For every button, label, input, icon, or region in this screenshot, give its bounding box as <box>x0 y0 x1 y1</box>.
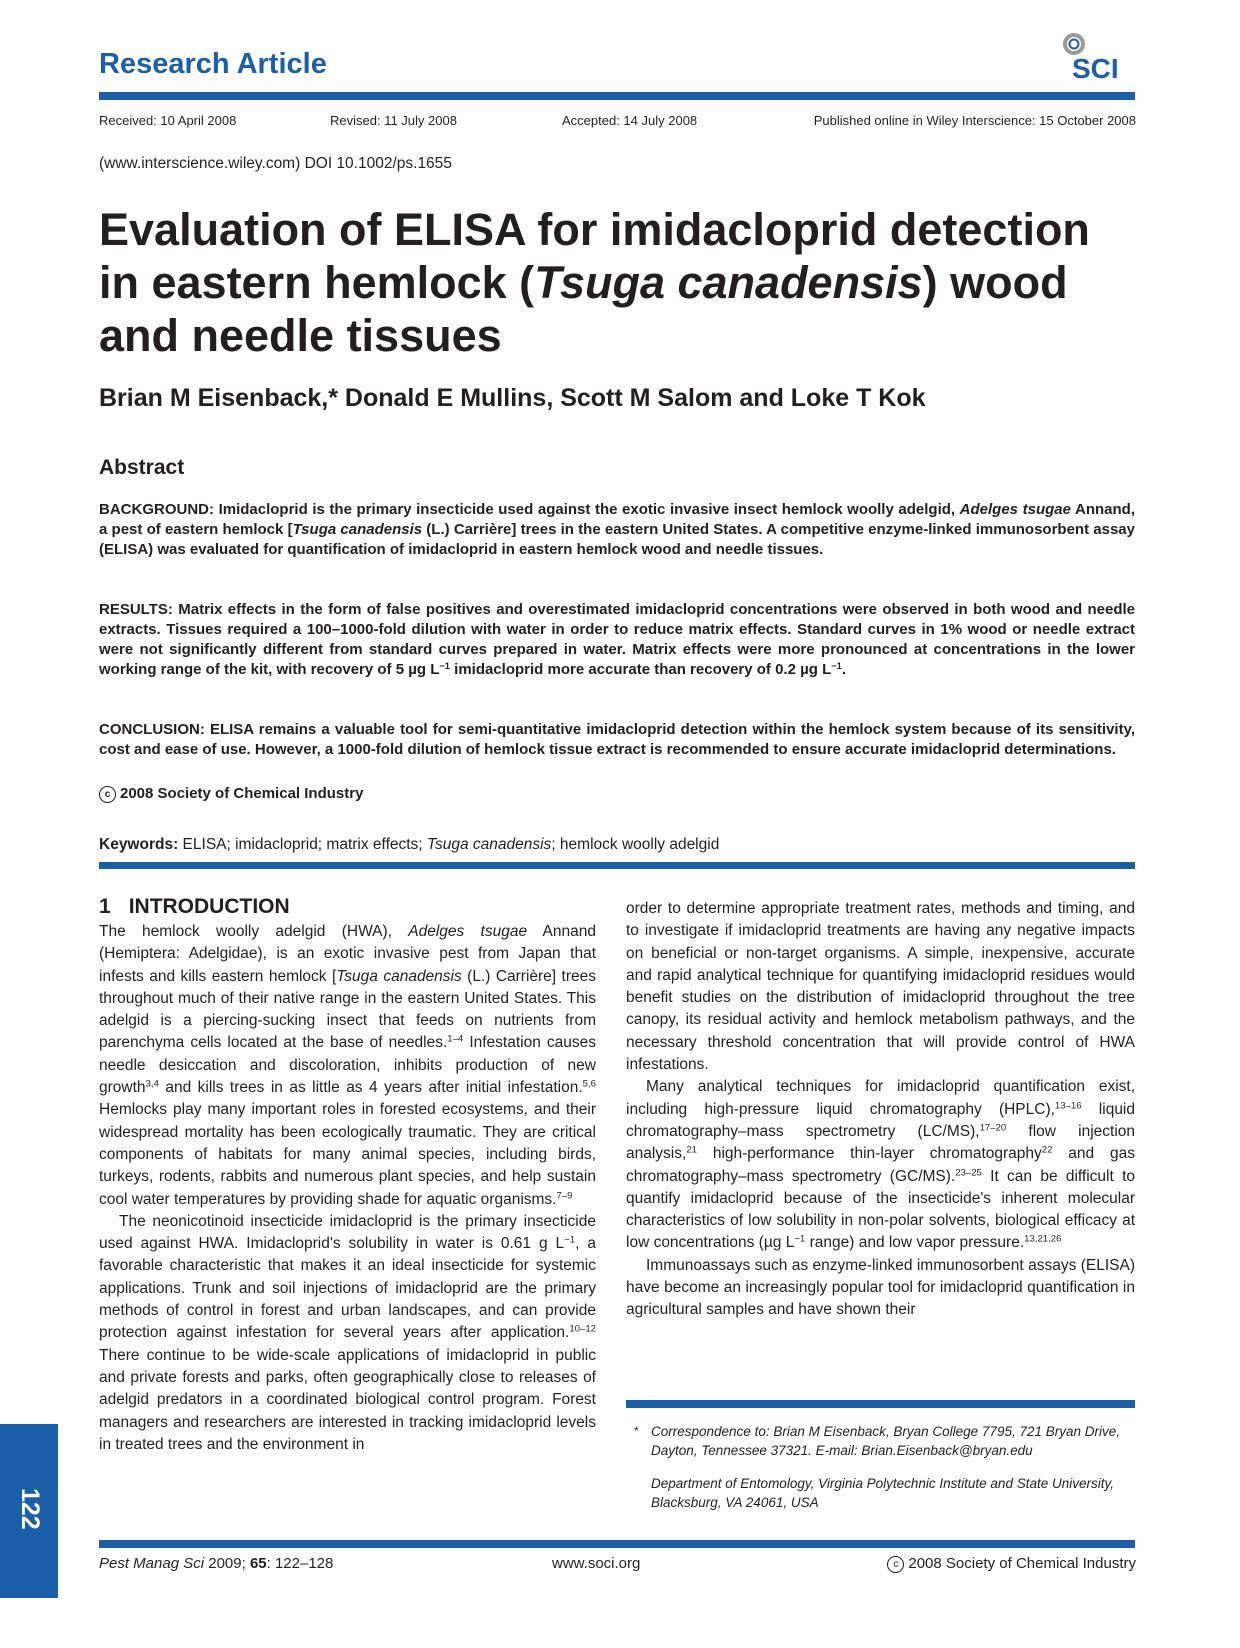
intro-paragraph-5: Immunoassays such as enzyme-linked immunosorbent assays (ELISA) have become an increasingly popular tool for imidacloprid quantification in agricultural samples and have shown their <box>626 1256 1135 1319</box>
abstract-copyright: c 2008 Society of Chemical Industry <box>99 785 363 803</box>
logo-text: SCI <box>1072 53 1119 84</box>
revised-date: Revised: 11 July 2008 <box>330 113 457 128</box>
keywords: Keywords: ELISA; imidacloprid; matrix effects; Tsuga canadensis; hemlock woolly adelgid <box>99 836 720 853</box>
abstract-rule <box>99 862 1135 869</box>
intro-paragraph-2: The neonicotinoid insecticide imidacloprid is the primary insecticide used against HWA. Imidacloprid's solubility in water is 0.61 g $L^{-1}$, a favorable characteristic that makes it an ideal insecticide for systemic applications. Trunk and soil injections of imidacloprid are the primary methods of control in forest and urban landscapes, and can provide protection against infestation for several years after application.$^{10-12}$ There continue to be wide-scale applications of imidacloprid in public and private forests and parks, often geographically close to releases of adelgid predators in a coordinated biological control program. Forest managers and researchers are interested in tracking imidacloprid levels in treated trees and the environment in <box>99 1212 596 1453</box>
copyright-icon: c <box>887 1556 904 1573</box>
received-date: Received: 10 April 2008 <box>99 113 237 128</box>
abstract-results: RESULTS: Matrix effects in the form of false positives and overestimated imidacloprid concentrations were observed in both wood and needle extracts. Tissues required a 100–1000-fold dilution with water in order to reduce matrix effects. Standard curves in 1% wood or needle extract were not significantly different from standard curves prepared in water. Matrix effects were more pronounced at concentrations in the lower working range of the kit, with recovery of 5 µg $L^{-1}$ imidacloprid more accurate than recovery of 0.2 µg $L^{-1}$. <box>99 601 1135 678</box>
copyright-icon: c <box>99 786 116 803</box>
footnote-marker: * <box>634 1424 639 1438</box>
footer-website: www.soci.org <box>552 1555 641 1572</box>
accepted-date: Accepted: 14 July 2008 <box>562 113 698 128</box>
section-label: Research Article <box>99 48 327 80</box>
abstract-heading: Abstract <box>99 456 185 479</box>
footnote-rule <box>626 1400 1135 1408</box>
left-column <box>99 921 596 1456</box>
correspondence-footnote: Correspondence to: Brian M Eisenback, Bryan College 7795, 721 Bryan Drive, Dayton, Tennessee 37321. E-mail: Brian.Eisenback@bryan.edu <box>651 1424 1120 1458</box>
abstract-conclusion: CONCLUSION: ELISA remains a valuable tool for semi-quantitative imidacloprid detection within the hemlock system because of its sensitivity, cost and ease of use. However, a 1000-fold dilution of hemlock tissue extract is recommended to ensure accurate imidacloprid determinations. <box>99 721 1135 758</box>
intro-paragraph-1: The hemlock woolly adelgid (HWA), Adelges tsugae Annand (Hemiptera: Adelgidae), is an exotic invasive pest from Japan that infests and kills eastern hemlock [Tsuga canadensis (L.) Carrière] trees throughout much of their native range in the eastern United States. This adelgid is a piercing-sucking insect that feeds on nutrients from parenchyma cells located at the base of needles.$^{1-4}$ Infestation causes needle desiccation and discoloration, inhibits production of new growth$^{3,4}$ and kills trees in as little as 4 years after initial infestation.$^{5,6}$ Hemlocks play many important roles in forested ecosystems, and their widespread mortality has been ecologically traumatic. They are critical components of habitats for many animal species, including birds, turkeys, rodents, rabbits and numerous plant species, and help sustain cool water temperatures by providing shade for aquatic organisms.$^{7-9}$ <box>99 923 596 1208</box>
page-number: 122 <box>16 1488 44 1530</box>
sci-logo <box>1050 30 1140 86</box>
header-rule <box>99 92 1135 100</box>
footer-citation: Pest Manag Sci 2009; 65: 122–128 <box>99 1555 334 1572</box>
intro-paragraph-3: order to determine appropriate treatment rates, methods and timing, and to investigate if imidacloprid treatments are having any negative impacts on beneficial or non-target organisms. A simple, inexpensive, accurate and rapid analytical technique for quantifying imidacloprid residues would benefit studies on the distribution of imidacloprid throughout the tree canopy, its residual activity and hemlock metabolism pathways, and the necessary threshold concentration that will provide control of HWA infestations. <box>626 900 1135 1074</box>
article-title: Evaluation of ELISA for imidacloprid detection in eastern hemlock (Tsuga canadensis) wood and needle tissues <box>99 204 1090 361</box>
author-list: Brian M Eisenback,* Donald E Mullins, Scott M Salom and Loke T Kok <box>99 384 926 412</box>
abstract-background: BACKGROUND: Imidacloprid is the primary insecticide used against the exotic invasive insect hemlock woolly adelgid, Adelges tsugae Annand, a pest of eastern hemlock [Tsuga canadensis (L.) Carrière] trees in the eastern United States. A competitive enzyme-linked immunosorbent assay (ELISA) was evaluated for quantification of imidacloprid in eastern hemlock wood and needle tissues. <box>99 501 1135 558</box>
affiliation-footnote: Department of Entomology, Virginia Polytechnic Institute and State University, Blacksburg, VA 24061, USA <box>651 1476 1114 1510</box>
section-heading-introduction: 1 INTRODUCTION <box>99 895 290 918</box>
footer-rule <box>99 1540 1135 1548</box>
footer-copyright: c 2008 Society of Chemical Industry <box>887 1555 1136 1573</box>
doi-line: (www.interscience.wiley.com) DOI 10.1002/ps.1655 <box>99 155 452 172</box>
right-column <box>626 898 1135 1322</box>
published-date: Published online in Wiley Interscience: 15 October 2008 <box>813 113 1136 128</box>
intro-paragraph-4: Many analytical techniques for imidacloprid quantification exist, including high-pressure liquid chromatography (HPLC),$^{13-16}$ liquid chromatography–mass spectrometry (LC/MS),$^{17-20}$ flow injection analysis,$^{21}$ high-performance thin-layer chromatography$^{22}$ and gas chromatography–mass spectrometry (GC/MS).$^{23-25}$ It can be difficult to quantify imidacloprid because of the insecticide's inherent molecular characteristics of low solubility in non-polar solvents, biological efficacy at low concentrations (µg $L^{-1}$ range) and low vapor pressure.$^{13,21,26}$ <box>626 1078 1136 1252</box>
